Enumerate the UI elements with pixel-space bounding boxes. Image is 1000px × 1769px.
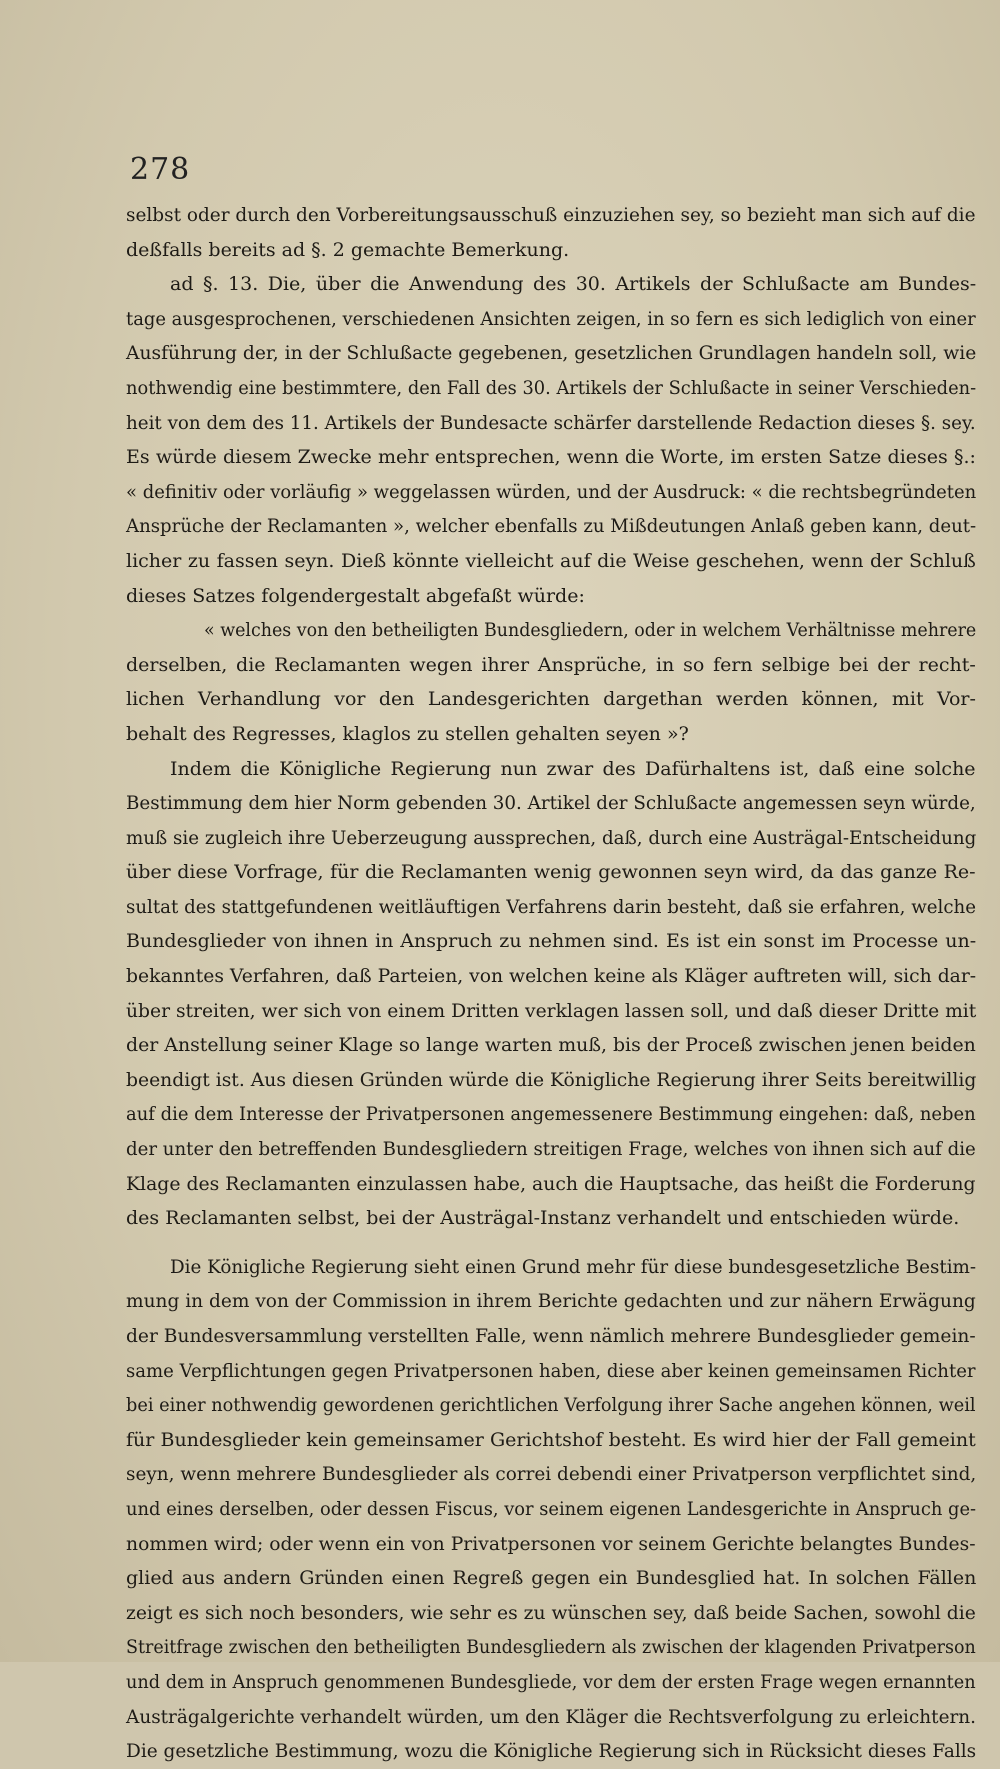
quote-line: derselben, die Reclamanten wegen ihrer Ansprüche, in so fern selbige bei der recht- <box>126 653 976 676</box>
quote-line: « welches von den betheiligten Bundesgliedern, oder in welchem Verhältnisse mehrere <box>204 619 977 642</box>
text-line: bekanntes Verfahren, daß Parteien, von welchen keine als Kläger auftreten will, sich dar- <box>126 965 977 988</box>
body-text <box>126 198 976 1769</box>
text-line: Die gesetzliche Bestimmung, wozu die Königliche Regierung sich in Rücksicht dieses Falls <box>126 1740 977 1763</box>
text-line: « definitiv oder vorläufig » weggelassen würden, und der Ausdruck: « die rechtsbegründeten <box>126 480 977 503</box>
text-line: auf die dem Interesse der Privatpersonen angemessenere Bestimmung eingehen: daß, neben <box>126 1103 976 1126</box>
text-line: nommen wird; oder wenn ein von Privatpersonen vor seinem Gerichte belangtes Bundes- <box>126 1532 976 1555</box>
text-line: für Bundesglieder kein gemeinsamer Gerichtshof besteht. Es wird hier der Fall gemeint <box>126 1428 976 1451</box>
text-line: Es würde diesem Zwecke mehr entsprechen, wenn die Worte, im ersten Satze dieses §.: <box>126 446 976 469</box>
text-line: dieses Satzes folgendergestalt abgefaßt würde: <box>126 584 585 607</box>
text-line: bei einer nothwendig gewordenen gerichtlichen Verfolgung ihrer Sache angehen können, weil <box>126 1394 976 1417</box>
paragraph-start-line: Die Königliche Regierung sieht einen Grund mehr für diese bundesgesetzliche Bestim- <box>170 1255 977 1278</box>
paragraph-start-line: Indem die Königliche Regierung nun zwar des Dafürhaltens ist, daß eine solche <box>170 757 976 780</box>
text-line: über streiten, wer sich von einem Dritten verklagen lassen soll, und daß dieser Dritte mit <box>126 999 977 1022</box>
text-line: deßfalls bereits ad §. 2 gemachte Bemerkung. <box>126 238 570 261</box>
text-line: muß sie zugleich ihre Ueberzeugung aussprechen, daß, durch eine Austrägal-Entscheidung <box>126 826 977 849</box>
text-line: heit von dem des 11. Artikels der Bundesacte schärfer darstellende Redaction dieses §. sey. <box>126 411 976 434</box>
paragraph-start-line: ad §. 13. Die, über die Anwendung des 30. Artikels der Schlußacte am Bundes- <box>170 273 977 296</box>
text-line: seyn, wenn mehrere Bundesglieder als correi debendi einer Privatperson verpflichtet sind, <box>126 1463 977 1486</box>
text-line: licher zu fassen seyn. Dieß könnte vielleicht auf die Weise geschehen, wenn der Schluß <box>126 549 976 572</box>
text-line: Austrägalgerichte verhandelt würden, um den Kläger die Rechtsverfolgung zu erleichtern. <box>126 1705 977 1728</box>
text-line: Bundesglieder von ihnen in Anspruch zu nehmen sind. Es ist ein sonst im Processe un- <box>126 930 977 953</box>
text-line: über diese Vorfrage, für die Reclamanten wenig gewonnen seyn wird, da das ganze Re- <box>126 861 976 884</box>
text-line: Ausführung der, in der Schlußacte gegebenen, gesetzlichen Grundlagen handeln soll, wie <box>126 342 977 365</box>
text-line: glied aus andern Gründen einen Regreß gegen ein Bundesglied hat. In solchen Fällen <box>126 1567 977 1590</box>
text-line: Klage des Reclamanten einzulassen habe, auch die Hauptsache, das heißt die Forderung <box>126 1172 976 1195</box>
text-line: der Bundesversammlung verstellten Falle, wenn nämlich mehrere Bundesglieder gemein- <box>126 1325 976 1347</box>
text-line: der Anstellung seiner Klage so lange warten muß, bis der Proceß zwischen jenen beiden <box>126 1034 976 1057</box>
text-line: des Reclamanten selbst, bei der Austrägal-Instanz verhandelt und entschieden würde. <box>126 1207 960 1230</box>
text-line: selbst oder durch den Vorbereitungsausschuß einzuziehen sey, so bezieht man sich auf die <box>126 204 976 226</box>
text-line: Streitfrage zwischen den betheiligten Bundesgliedern als zwischen der klagenden Privatperson <box>126 1636 976 1659</box>
quote-line: lichen Verhandlung vor den Landesgerichten dargethan werden können, mit Vor- <box>126 688 976 711</box>
text-line: und dem in Anspruch genommenen Bundesgliede, vor dem der ersten Frage wegen ernannten <box>126 1670 976 1693</box>
text-line: sultat des stattgefundenen weitläuftigen Verfahrens darin besteht, daß sie erfahren, welche <box>126 895 977 918</box>
page-number: 278 <box>130 152 191 187</box>
text-line: Ansprüche der Reclamanten », welcher ebenfalls zu Mißdeutungen Anlaß geben kann, deut- <box>126 515 977 538</box>
text-line: nothwendig eine bestimmtere, den Fall des 30. Artikels der Schlußacte in seiner Verschieden- <box>126 376 977 399</box>
text-line: der unter den betreffenden Bundesgliedern streitigen Frage, welches von ihnen sich auf die <box>126 1138 976 1161</box>
text-line: mung in dem von der Commission in ihrem Berichte gedachten und zur nähern Erwägung <box>126 1290 976 1313</box>
text-line: tage ausgesprochenen, verschiedenen Ansichten zeigen, in so fern es sich lediglich von einer <box>126 307 976 330</box>
quote-line: behalt des Regresses, klaglos zu stellen gehalten seyen »? <box>126 722 689 745</box>
text-line: und eines derselben, oder dessen Fiscus, vor seinem eigenen Landesgerichte in Anspruch ge- <box>126 1497 977 1520</box>
text-line: beendigt ist. Aus diesen Gründen würde die Königliche Regierung ihrer Seits bereitwillig <box>126 1068 977 1091</box>
text-line: zeigt es sich noch besonders, wie sehr es zu wünschen sey, daß beide Sachen, sowohl die <box>126 1601 976 1624</box>
text-line: same Verpflichtungen gegen Privatpersonen haben, diese aber keinen gemeinsamen Richter <box>126 1359 976 1382</box>
text-line: Bestimmung dem hier Norm gebenden 30. Artikel der Schlußacte angemessen seyn würde, <box>126 792 976 815</box>
